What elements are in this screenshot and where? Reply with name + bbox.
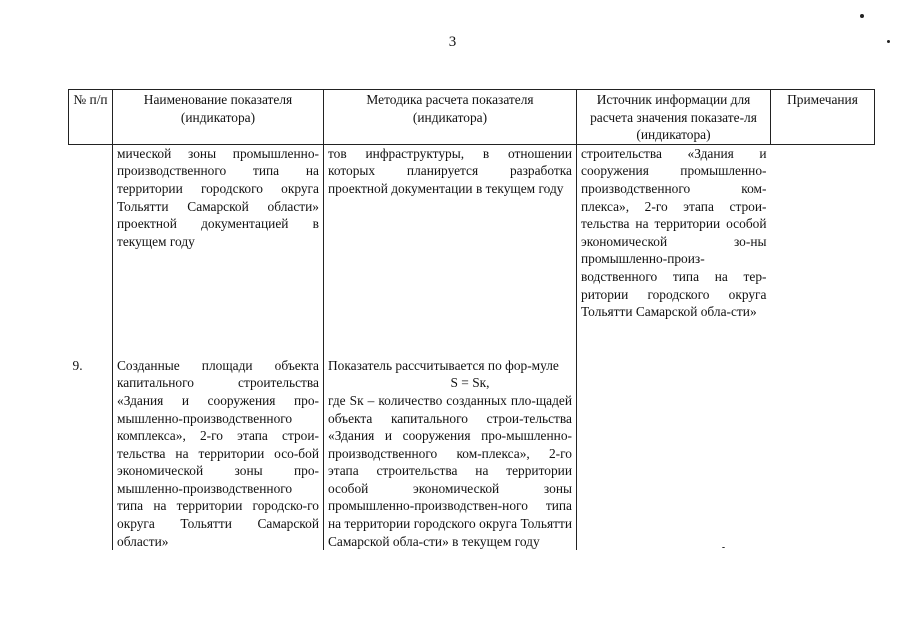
header-name: Наименование показателя (индикатора) <box>113 90 324 145</box>
table-row-9 <box>69 357 875 551</box>
scan-speck <box>860 14 864 18</box>
row-continued-method <box>324 144 577 320</box>
row-continued-name-text: мической зоны промышленно-производственного типа на территории городского округа Тольятти Самарской области» проектной документацией в текущем году <box>117 145 319 249</box>
row-9-method <box>324 357 577 551</box>
header-method: Методика расчета показателя (индикатора) <box>324 90 577 145</box>
row-9-name <box>113 357 324 551</box>
page-number: 3 <box>448 34 457 50</box>
header-source: Источник информации для расчета значения показате-ля (индикатора) <box>577 90 771 145</box>
row-9-notes <box>771 357 875 551</box>
row-continued-source <box>577 144 771 320</box>
row-9-num <box>69 357 113 551</box>
row-9-num-text: 9. <box>72 357 83 373</box>
row-continued-num <box>69 144 113 320</box>
row-continued-notes <box>771 144 875 320</box>
row-9-method-formula: S = Sк, <box>450 375 490 391</box>
row-continued-method-text: тов инфраструктуры, в отношении которых планируется разработка проектной документации в текущем году <box>328 145 572 196</box>
table-row-continued <box>69 144 875 320</box>
row-9-method-intro: Показатель рассчитывается по фор-муле <box>328 357 559 373</box>
scan-speck <box>887 40 890 43</box>
header-num: № п/п <box>69 90 113 145</box>
indicator-table <box>68 89 875 550</box>
row-continued-source-text: строительства «Здания и сооружения промышленно-производственного ком-плекса», 2-го этапа строи-тельства на территории особой экономической зо-ны промышленно-произ-водственного типа на тер-ритории городского округа Тольятти Самарской обла-сти» <box>581 145 767 320</box>
row-continued-name <box>113 144 324 320</box>
row-9-name-text: Созданные площади объекта капитального строительства «Здания и сооружения про-мышленно-производственного комплекса», 2-го этапа строи-тельства на территории осо-бой экономической зоны про-мышленно-производственного типа на территории городско-го округа Тольятти Самарской области» <box>117 357 319 549</box>
header-notes: Примечания <box>771 90 875 145</box>
row-9-method-body: где Sк – количество созданных пло-щадей объекта капитального строи-тельства «Здания и сооружения про-мышленно-производственного ком-плекса», 2-го этапа строительства на территории особой экономической зоны промышленно-производствен-ного типа на территории городского округа Тольятти Самарской обла-сти» в текущем году <box>328 392 572 549</box>
table-header-row <box>69 90 875 145</box>
row-9-source <box>577 357 771 551</box>
table-row-spacer <box>69 321 875 357</box>
